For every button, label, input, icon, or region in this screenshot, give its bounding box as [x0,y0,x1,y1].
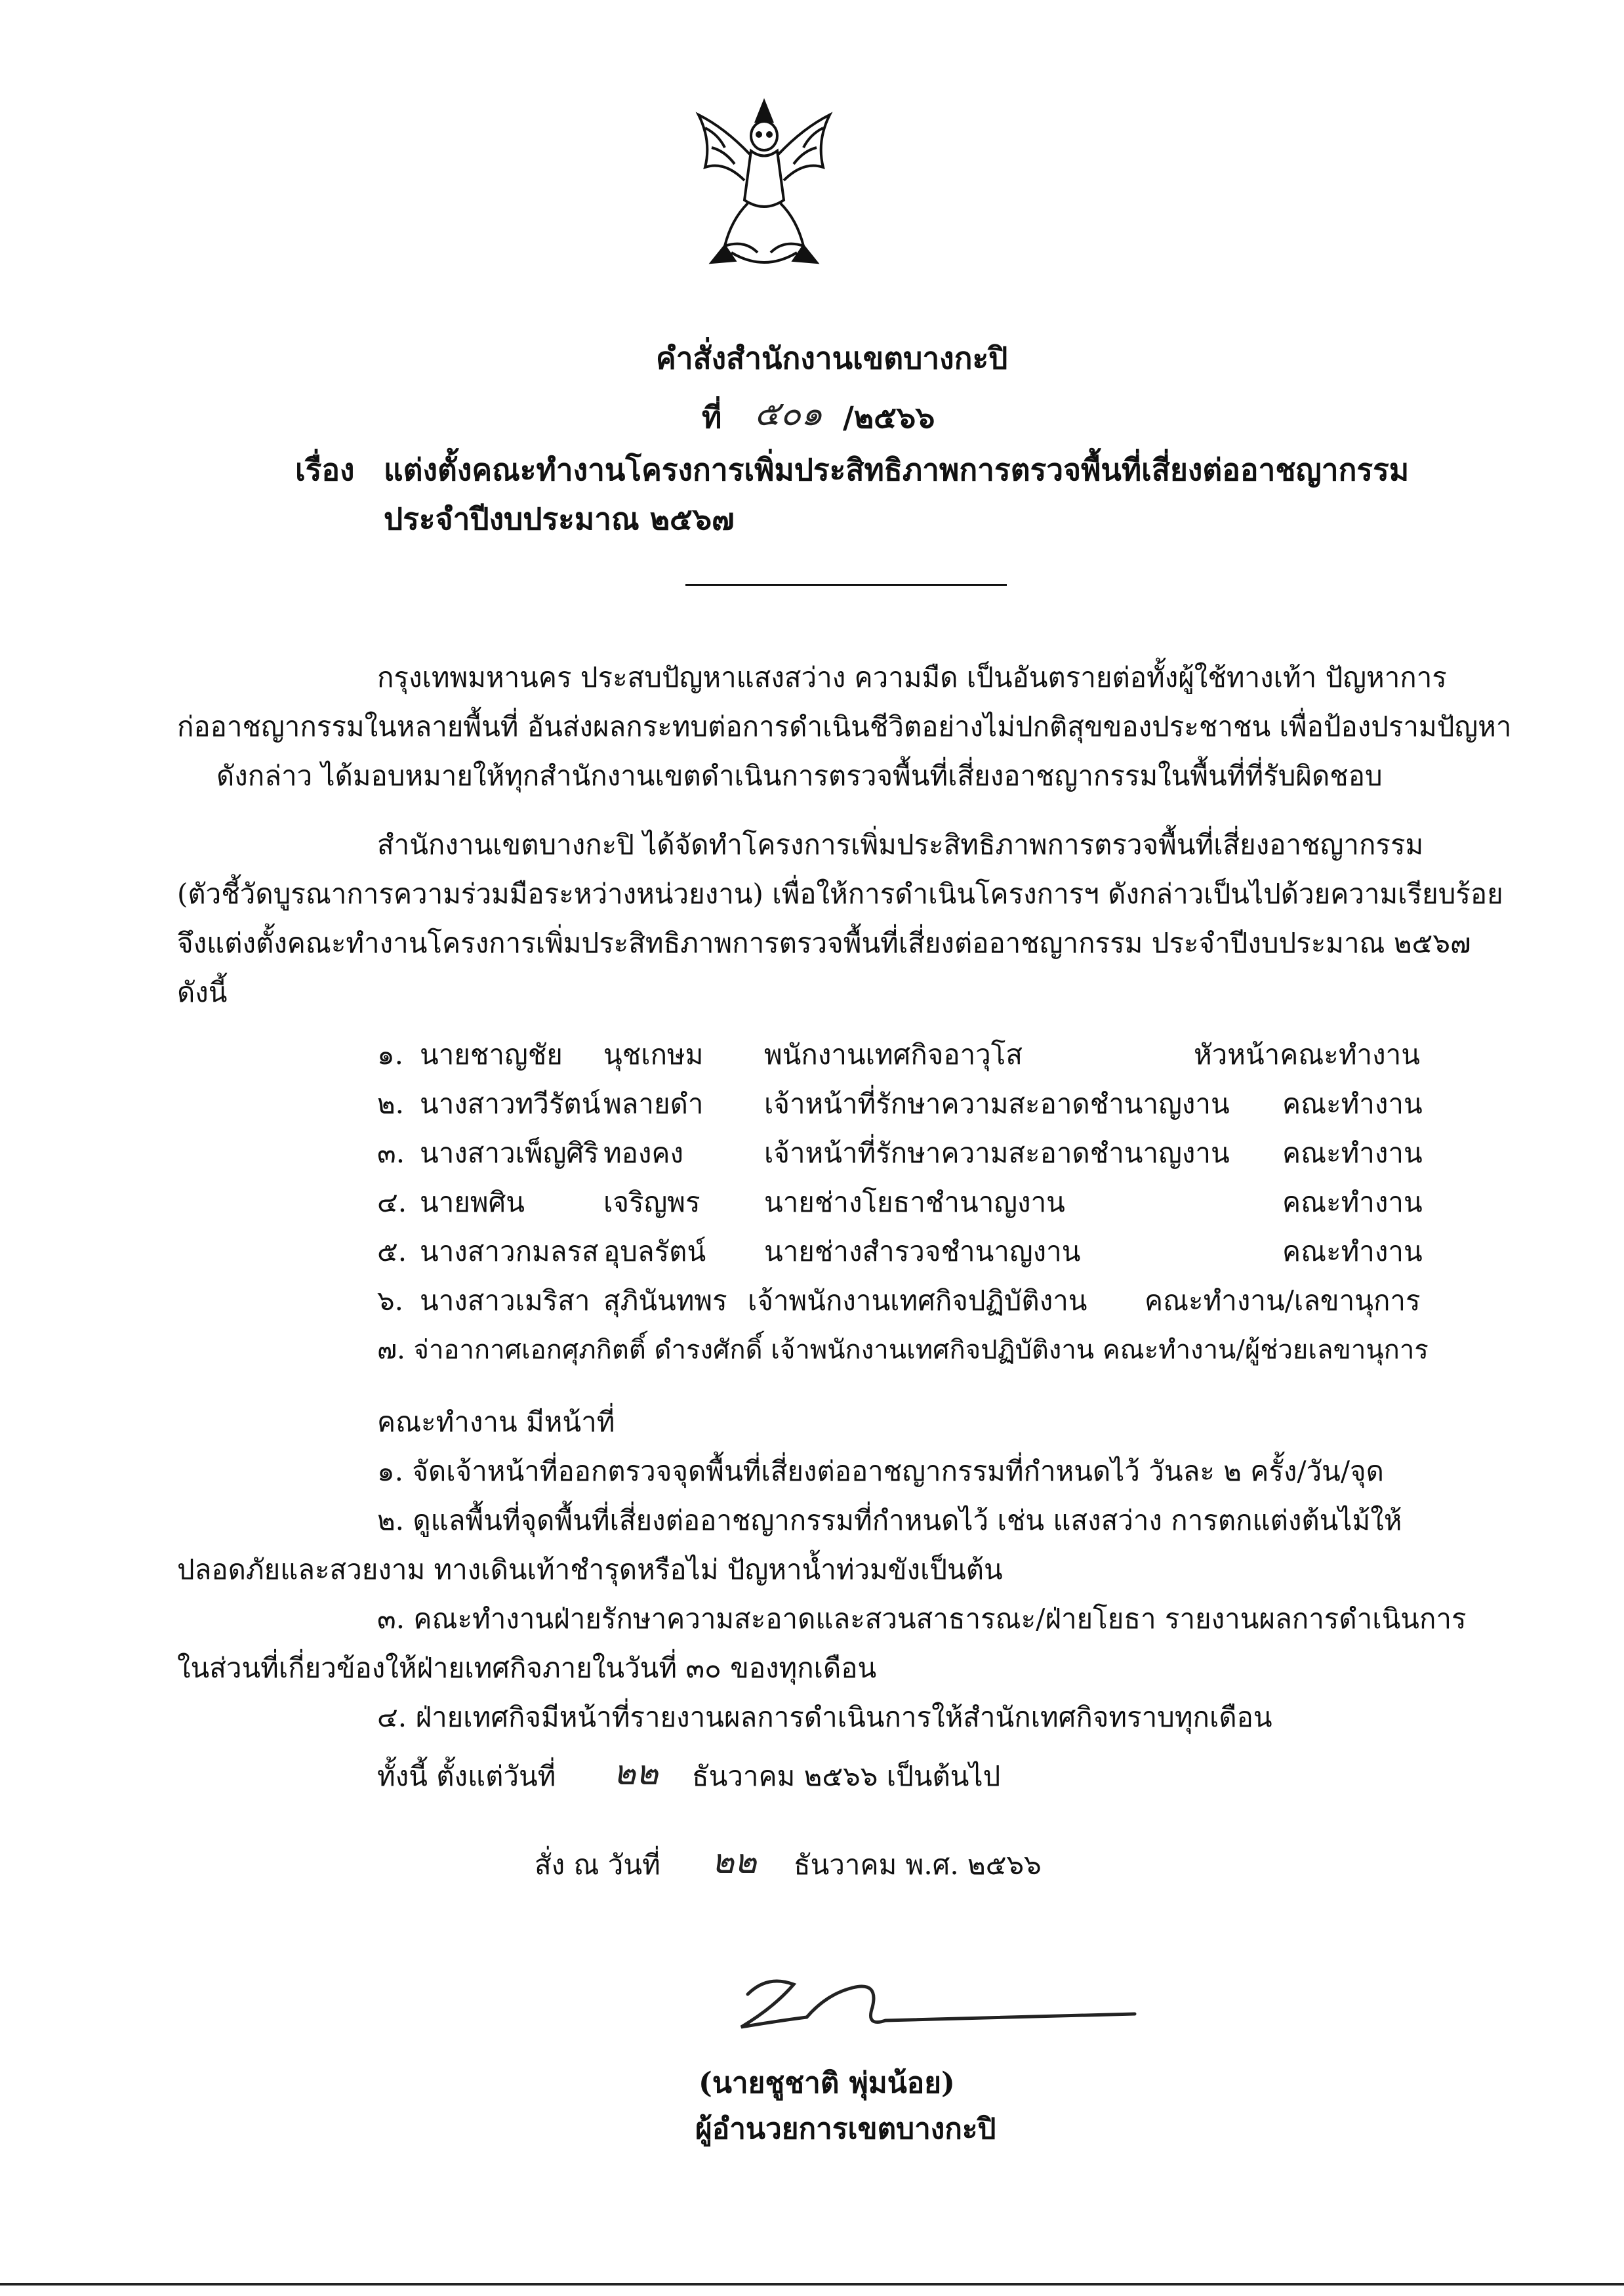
ordered-date-prefix: สั่ง ณ วันที่ [535,1849,660,1881]
signatory-name: (นายชูชาติ พุ่มน้อย) [699,2066,955,2100]
member-row-1-name: นายชาญชัย [420,1038,563,1071]
duty-2-line-1: ๒. ดูแลพื้นที่จุดพื้นที่เสี่ยงต่ออาชญากรรมที่กำหนดไว้ เช่น แสงสว่าง การตกแต่งต้นไม้ให้ [377,1504,1402,1536]
duty-3-line-2: ในส่วนที่เกี่ยวข้องให้ฝ่ายเทศกิจภายในวันที่ ๓๐ ของทุกเดือน [177,1652,877,1684]
member-row-3-position: เจ้าหน้าที่รักษาความสะอาดชำนาญงาน [764,1137,1230,1169]
effective-date-prefix: ทั้งนี้ ตั้งแต่วันที่ [377,1760,556,1792]
member-row-5-position: นายช่างสำรวจชำนาญงาน [764,1235,1081,1267]
order-number-handwritten: ๕๐๑ [754,394,823,434]
paragraph-2-line-1: สำนักงานเขตบางกะปิ ได้จัดทำโครงการเพิ่มประสิทธิภาพการตรวจพื้นที่เสี่ยงอาชญากรรม [377,829,1424,861]
effective-date-day-handwritten: ๒๒ [613,1753,659,1793]
member-row-4-num: ๔. [377,1186,407,1218]
member-row-1-position: พนักงานเทศกิจอาวุโส [764,1038,1023,1071]
member-row-1-role: หัวหน้าคณะทำงาน [1194,1038,1420,1071]
order-number-suffix: /๒๕๖๖ [843,400,935,435]
member-row-3-surname: ทองคง [603,1137,684,1169]
order-number-prefix: ที่ [702,400,722,435]
member-row-2-position: เจ้าหน้าที่รักษาความสะอาดชำนาญงาน [764,1088,1230,1120]
member-row-5-name: นางสาวกมลรส [420,1235,599,1267]
member-row-6-surname: สุภินันทพร [603,1284,727,1317]
member-row-2-role: คณะทำงาน [1282,1088,1423,1120]
garuda-emblem-icon [685,89,843,285]
paragraph-1-line-2: ก่ออาชญากรรมในหลายพื้นที่ อันส่งผลกระทบต่อการดำเนินชีวิตอย่างไม่ปกติสุขของประชาชน เพื่อป้องปรามปัญหา [177,710,1512,743]
subject-label: เรื่อง [295,452,355,487]
member-row-3-name: นางสาวเพ็ญศิริ [420,1137,599,1169]
header-divider [685,584,1007,586]
member-row-3-num: ๓. [377,1137,405,1169]
member-row-2-name: นางสาวทวีรัตน์ [420,1088,601,1120]
member-row-4-role: คณะทำงาน [1282,1186,1423,1218]
member-row-5-surname: อุบลรัตน์ [603,1235,706,1267]
subject-line-2: ประจำปีงบประมาณ ๒๕๖๗ [384,501,735,537]
member-row-4-position: นายช่างโยธาชำนาญงาน [764,1186,1065,1218]
ordered-date-day-handwritten: ๒๒ [712,1842,757,1881]
signature-icon [728,1955,1148,2053]
order-title: คำสั่งสำนักงานเขตบางกะปิ [656,340,1008,376]
member-row-3-role: คณะทำงาน [1282,1137,1423,1169]
member-row-1-num: ๑. [377,1038,404,1071]
duty-1: ๑. จัดเจ้าหน้าที่ออกตรวจจุดพื้นที่เสี่ยงต่ออาชญากรรมที่กำหนดไว้ วันละ ๒ ครั้ง/วัน/จุด [377,1455,1384,1487]
effective-date-suffix: ธันวาคม ๒๕๖๖ เป็นต้นไป [692,1760,1001,1792]
duty-4: ๔. ฝ่ายเทศกิจมีหน้าที่รายงานผลการดำเนินการให้สำนักเทศกิจทราบทุกเดือน [377,1701,1272,1733]
member-row-6-position: เจ้าพนักงานเทศกิจปฏิบัติงาน [748,1284,1087,1317]
duties-heading: คณะทำงาน มีหน้าที่ [377,1406,615,1438]
member-row-6-name: นางสาวเมริสา [420,1284,590,1317]
duty-2-line-2: ปลอดภัยและสวยงาม ทางเดินเท้าชำรุดหรือไม่ ปัญหาน้ำท่วมขังเป็นต้น [177,1553,1003,1586]
paragraph-2-line-3: จึงแต่งตั้งคณะทำงานโครงการเพิ่มประสิทธิภาพการตรวจพื้นที่เสี่ยงต่ออาชญากรรม ประจำปีงบประมาณ ๒๕๖๗ [177,927,1471,959]
member-row-2-num: ๒. [377,1088,405,1120]
signatory-title: ผู้อำนวยการเขตบางกะปิ [695,2112,996,2146]
page-bottom-edge [0,2283,1624,2286]
subject-line-1: แต่งตั้งคณะทำงานโครงการเพิ่มประสิทธิภาพการตรวจพื้นที่เสี่ยงต่ออาชญากรรม [384,452,1410,487]
member-row-5-role: คณะทำงาน [1282,1235,1423,1267]
paragraph-1-line-3: ดังกล่าว ได้มอบหมายให้ทุกสำนักงานเขตดำเนินการตรวจพื้นที่เสี่ยงอาชญากรรมในพื้นที่ที่รับผิดชอบ [216,760,1383,792]
member-row-7: ๗. จ่าอากาศเอกศุภกิตติ์ ดำรงศักดิ์ เจ้าพนักงานเทศกิจปฏิบัติงาน คณะทำงาน/ผู้ช่วยเลขานุการ [377,1335,1429,1365]
member-row-4-surname: เจริญพร [603,1186,700,1218]
paragraph-2-line-2: (ตัวชี้วัดบูรณาการความร่วมมือระหว่างหน่วยงาน) เพื่อให้การดำเนินโครงการฯ ดังกล่าวเป็นไปด้วยความเรียบร้อย [177,878,1503,910]
member-row-6-num: ๖. [377,1284,404,1317]
ordered-date-suffix: ธันวาคม พ.ศ. ๒๕๖๖ [794,1849,1042,1881]
member-row-5-num: ๕. [377,1235,407,1267]
paragraph-2-line-4: ดังนี้ [177,976,228,1008]
member-row-2-surname: พลายดำ [603,1088,704,1120]
duty-3-line-1: ๓. คณะทำงานฝ่ายรักษาความสะอาดและสวนสาธารณะ/ฝ่ายโยธา รายงานผลการดำเนินการ [377,1603,1467,1635]
member-row-1-surname: นุชเกษม [603,1038,704,1071]
paragraph-1-line-1: กรุงเทพมหานคร ประสบปัญหาแสงสว่าง ความมืด เป็นอันตรายต่อทั้งผู้ใช้ทางเท้า ปัญหาการ [377,661,1447,693]
member-row-4-name: นายพศิน [420,1186,525,1218]
member-row-6-role: คณะทำงาน/เลขานุการ [1145,1284,1421,1317]
